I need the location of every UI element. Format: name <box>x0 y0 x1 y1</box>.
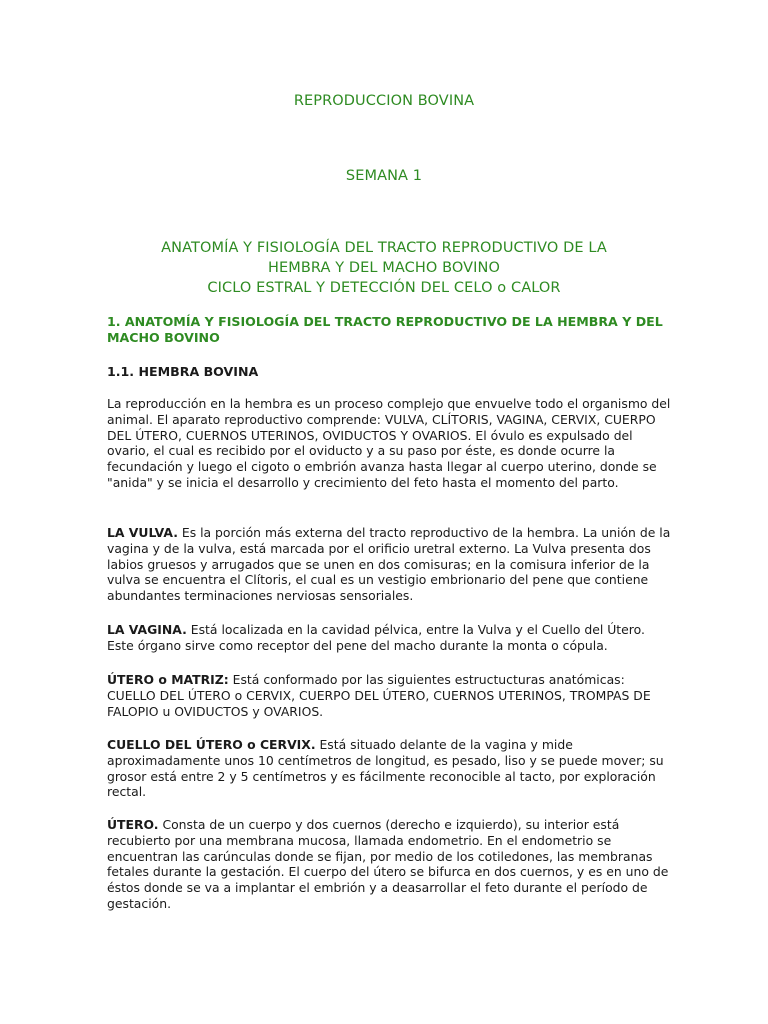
section-heading: 1. ANATOMÍA Y FISIOLOGÍA DEL TRACTO REPRODUCTIVO DE LA HEMBRA Y DEL MACHO BOVINO <box>107 314 663 345</box>
paragraph-text: Está localizada en la cavidad pélvica, entre la Vulva y el Cuello del Útero. Este órgano sirve como receptor del pene del macho durante la monta o cópula. <box>107 622 645 653</box>
week-heading: SEMANA 1 <box>345 168 423 184</box>
cervix-paragraph <box>107 737 673 800</box>
paragraph-text: Consta de un cuerpo y dos cuernos (derecho e izquierdo), su interior está recubierto por una membrana mucosa, llamada endometrio. En el endometrio se encuentran las carúnculas donde se fijan, por medio de los cotiledones, las membranas fetales durante la gestación. El cuerpo del útero se bifurca en dos cuernos, y es en uno de éstos donde se va a implantar el embrión y a deasarrollar el feto durante el período de gestación. <box>107 817 669 911</box>
paragraph-text: Está conformado por las siguientes estructucturas anatómicas: CUELLO DEL ÚTERO o CERVIX, CUERPO DEL ÚTERO, CUERNOS UTERINOS, TROMPAS DE FALOPIO u OVIDUCTOS y OVARIOS. <box>107 672 651 719</box>
document-title: REPRODUCCION BOVINA <box>293 93 475 109</box>
main-heading-line-1: ANATOMÍA Y FISIOLOGÍA DEL TRACTO REPRODUCTIVO DE LA <box>161 240 607 256</box>
main-heading-line-3: CICLO ESTRAL Y DETECCIÓN DEL CELO o CALOR <box>207 280 561 296</box>
subsection-heading: 1.1. HEMBRA BOVINA <box>107 364 259 379</box>
main-heading <box>0 238 768 298</box>
paragraph-text: Está situado delante de la vagina y mide aproximadamente unos 10 centímetros de longitud, es pesado, liso y se puede mover; su grosor está entre 2 y 5 centímetros y es fácilmente reconocible al tacto, por exploración rectal. <box>107 737 664 800</box>
paragraph-text: Es la porción más externa del tracto reproductivo de la hembra. La unión de la vagina y de la vulva, está marcada por el orificio uretral externo. La Vulva presenta dos labios gruesos y arrugados que se unen en dos comisuras; en la comisura inferior de la vulva se encuentra el Clítoris, el cual es un vestigio embrionario del pene que contiene abundantes terminaciones nerviosas sensoriales. <box>107 525 671 604</box>
paragraph-label: CUELLO DEL ÚTERO o CERVIX. <box>107 737 316 752</box>
paragraph-label: ÚTERO. <box>107 817 159 832</box>
main-heading-line-2: HEMBRA Y DEL MACHO BOVINO <box>267 260 501 276</box>
vulva-paragraph <box>107 525 673 604</box>
vagina-paragraph <box>107 622 673 654</box>
utero-paragraph <box>107 817 673 912</box>
paragraph-text: La reproducción en la hembra es un proceso complejo que envuelve todo el organismo del animal. El aparato reproductivo comprende: VULVA, CLÍTORIS, VAGINA, CERVIX, CUERPO DEL ÚTERO, CUERNOS UTERINOS, OVIDUCTOS Y OVARIOS. El óvulo es expulsado del ovario, el cual es recibido por el oviducto y a su paso por éste, es donde ocurre la fecundación y luego el cigoto o embrión avanza hasta llegar al cuerpo uterino, donde se "anida" y se inicia el desarrollo y crecimiento del feto hasta el momento del parto. <box>107 396 671 490</box>
paragraph-label: LA VULVA. <box>107 525 178 540</box>
intro-paragraph <box>107 396 673 491</box>
utero-matriz-paragraph <box>107 672 673 719</box>
paragraph-label: LA VAGINA. <box>107 622 187 637</box>
paragraph-label: ÚTERO o MATRIZ: <box>107 672 229 687</box>
